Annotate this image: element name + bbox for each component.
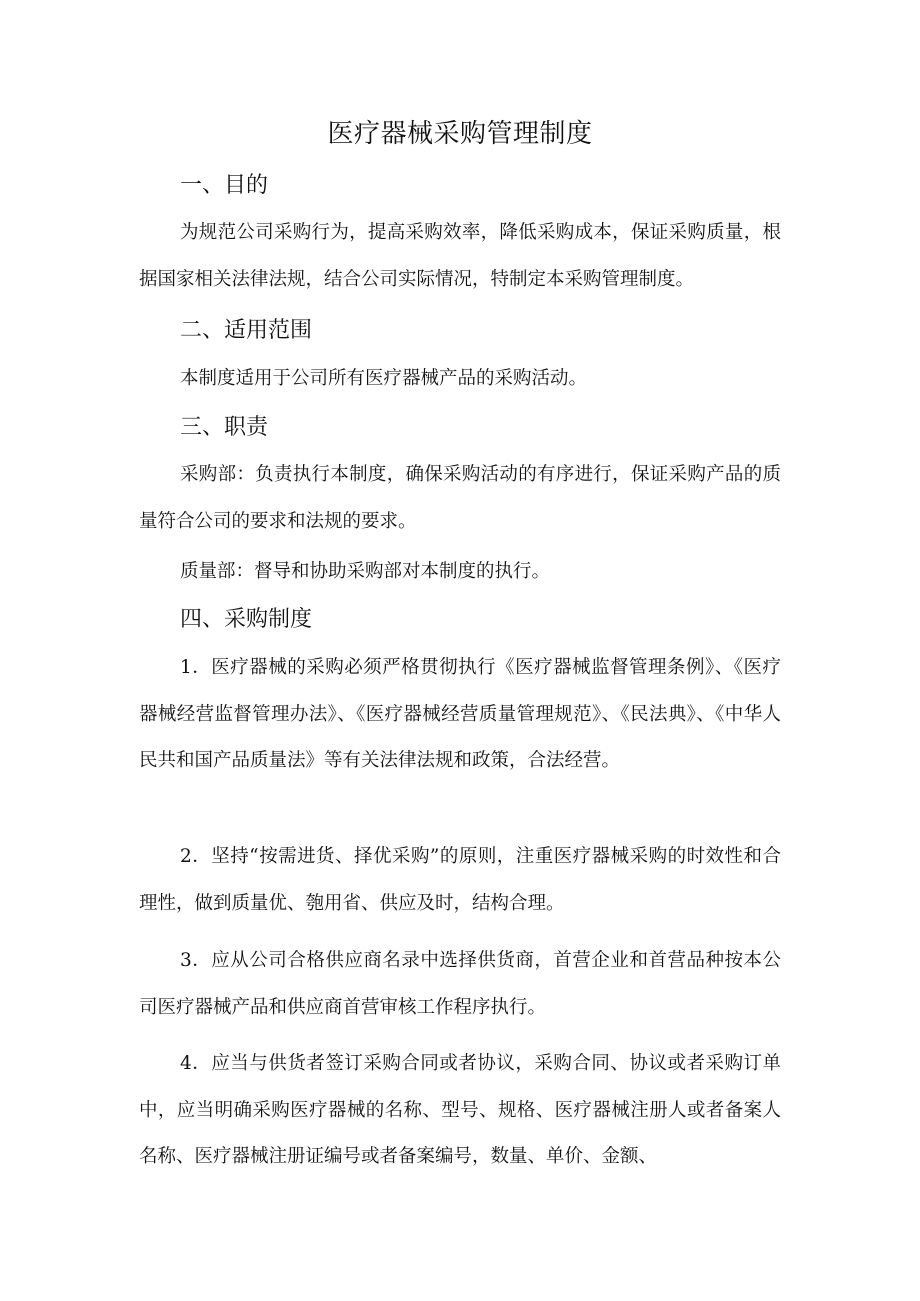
section-heading-procurement-rules: 四、采购制度: [180, 607, 313, 632]
paragraph-rule-1: 1．医疗器械的采购必须严格贯彻执行《医疗器械监督管理条例》、《医疗器械经营监督管理办法》、《医疗器械经营质量管理规范》、《民法典》、《中华人民共和国产品质量法》等有关法律法规和政策，合法经营。: [139, 657, 781, 772]
paragraph-rule-3: 3．应从公司合格供应商名录中选择供货商，首营企业和首营品种按本公司医疗器械产品和供应商首营审核工作程序执行。: [139, 950, 781, 1018]
section-heading-purpose: 一、目的: [180, 173, 269, 198]
document-title: 医疗器械采购管理制度: [327, 119, 593, 149]
paragraph-scope: 本制度适用于公司所有医疗器械产品的采购活动。: [180, 368, 588, 389]
paragraph-purpose: 为规范公司采购行为，提高采购效率，降低采购成本，保证采购质量，根据国家相关法律法规，结合公司实际情况，特制定本采购管理制度。: [139, 222, 781, 290]
paragraph-quality-dept: 质量部：督导和协助采购部对本制度的执行。: [180, 561, 551, 582]
paragraph-rule-4: 4．应当与供货者签订采购合同或者协议，采购合同、协议或者采购订单中，应当明确采购医疗器械的名称、型号、规格、医疗器械注册人或者备案人名称、医疗器械注册证编号或者备案编号，数量、单价、金额、: [139, 1053, 781, 1168]
paragraph-purchasing-dept: 采购部：负责执行本制度，确保采购活动的有序进行，保证采购产品的质量符合公司的要求和法规的要求。: [139, 464, 781, 532]
paragraph-rule-2: 2．坚持“按需进货、择优采购”的原则，注重医疗器械采购的时效性和合理性，做到质量优、匏用省、供应及时，结构合理。: [139, 846, 781, 914]
section-heading-responsibilities: 三、职责: [180, 415, 269, 440]
section-heading-scope: 二、适用范围: [180, 318, 313, 343]
